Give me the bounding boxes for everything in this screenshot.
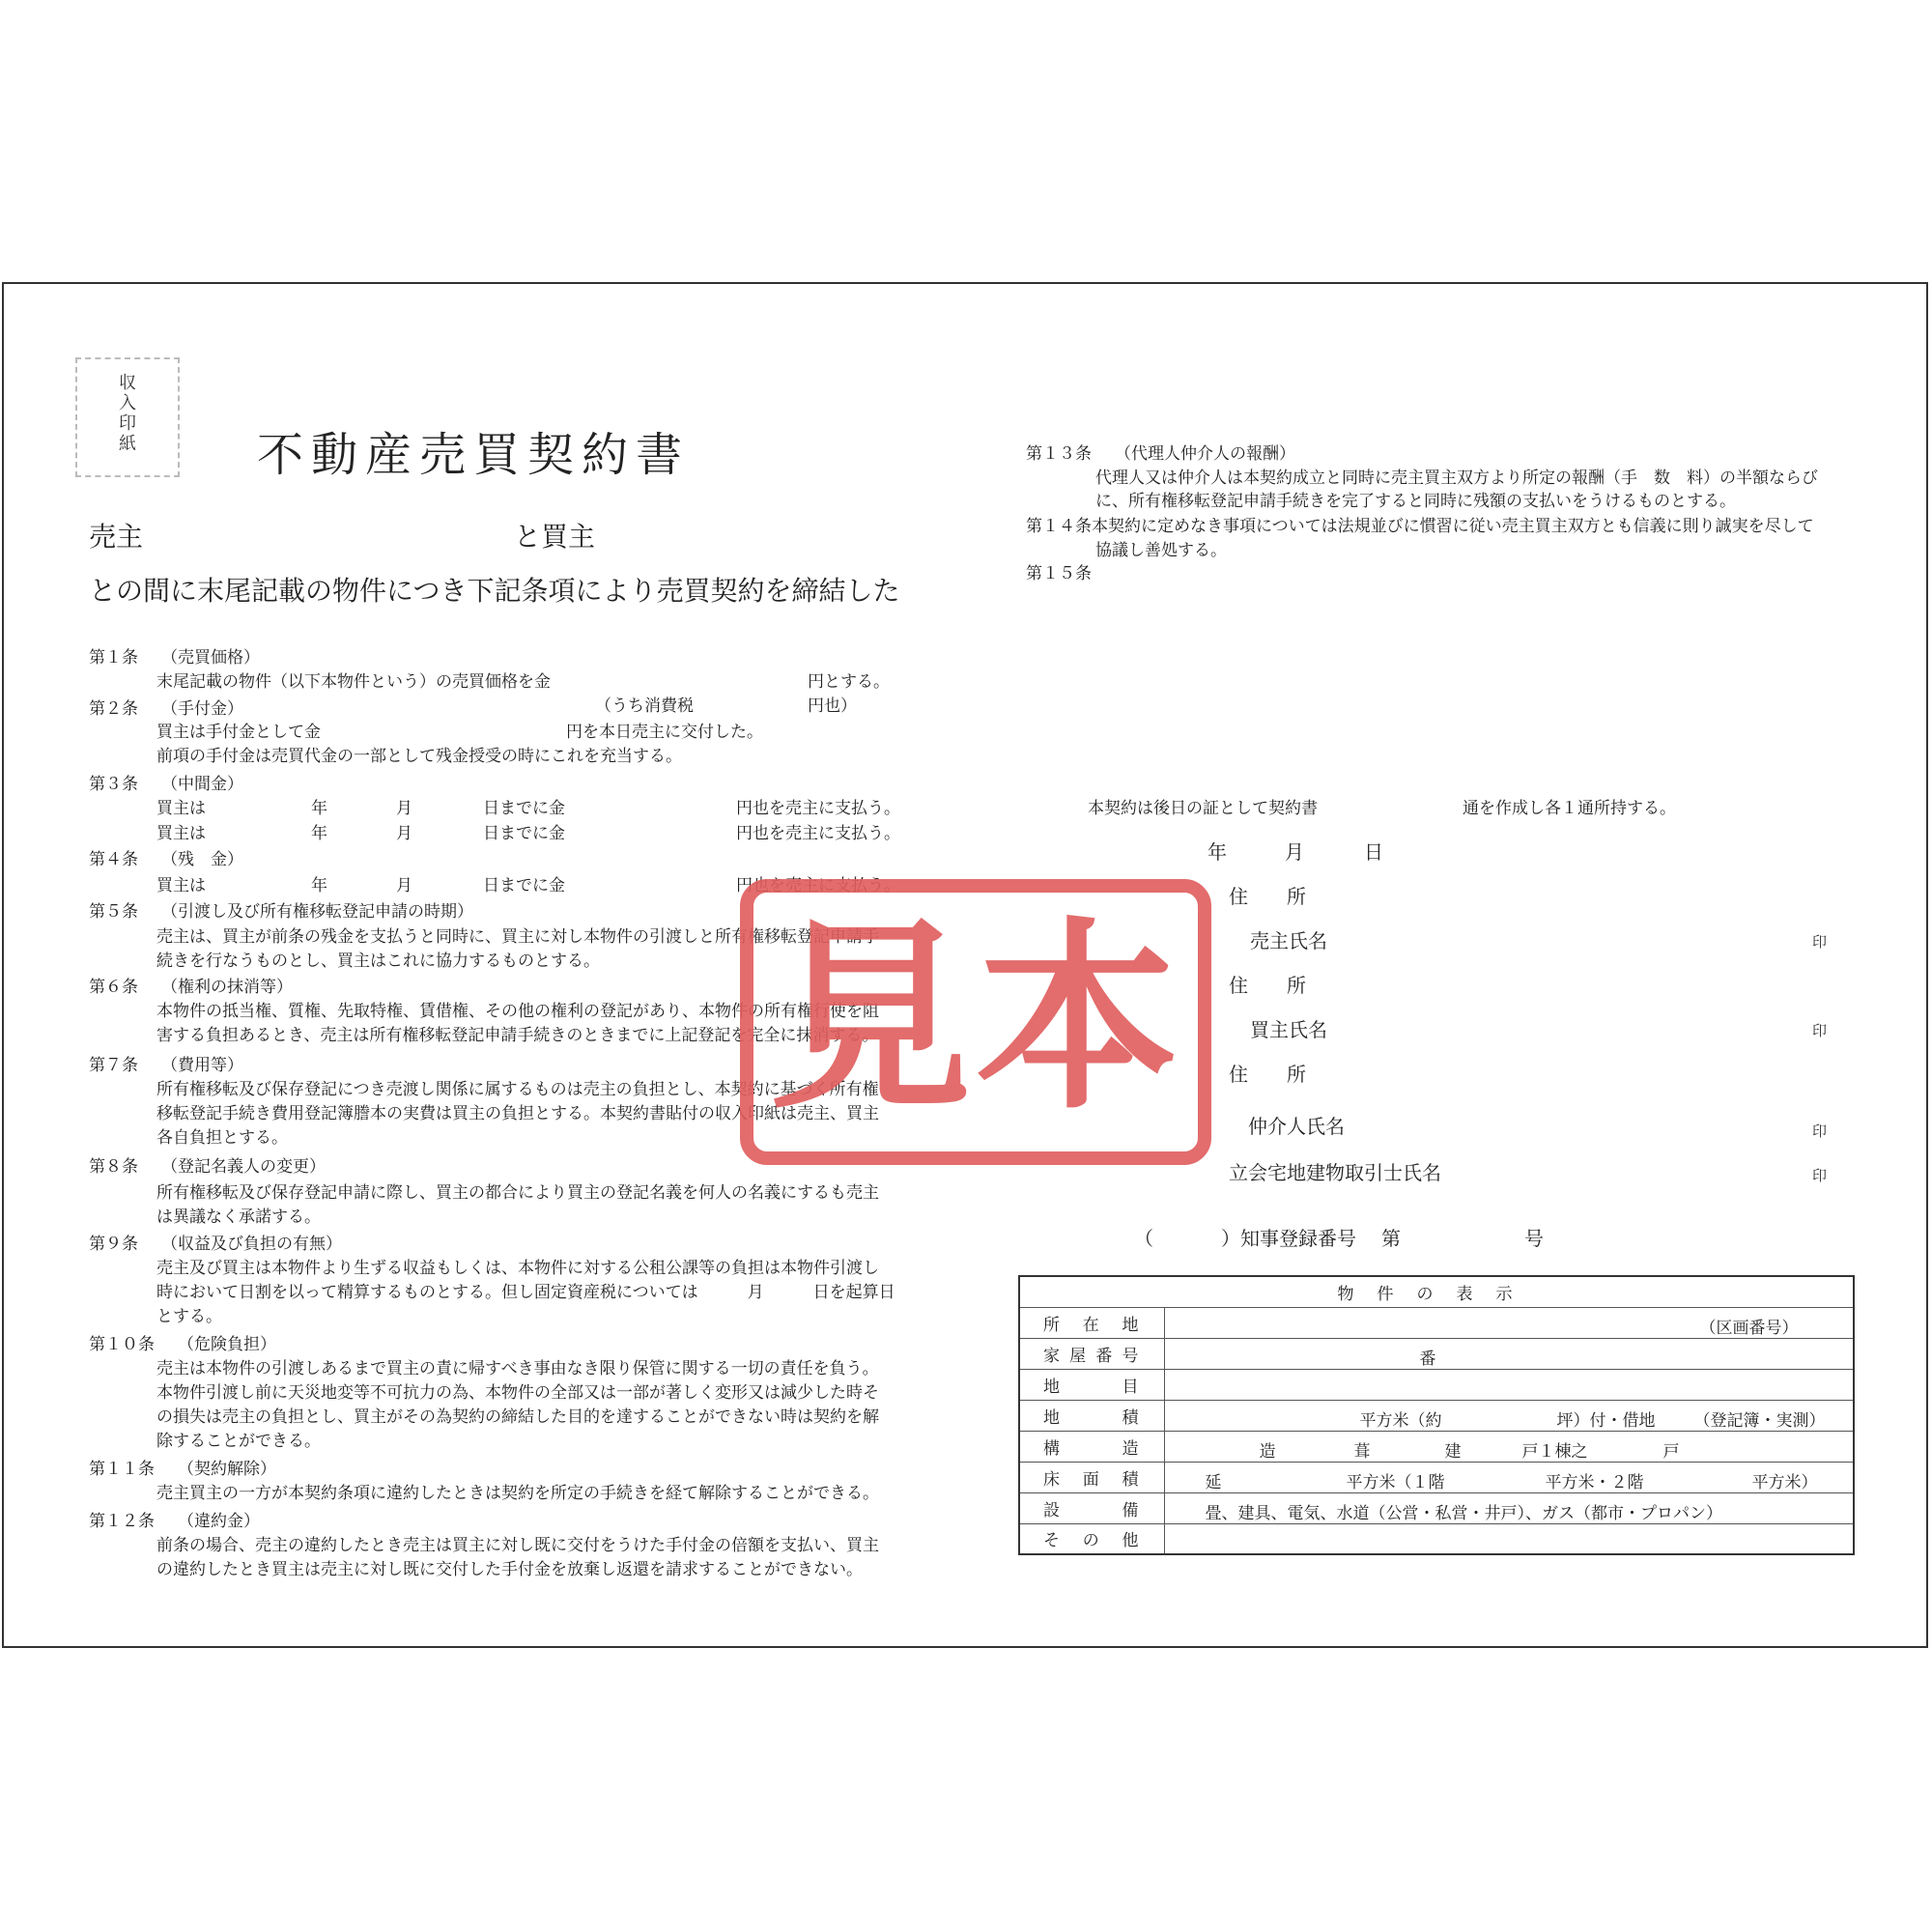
property-label: 構造: [1019, 1431, 1164, 1462]
property-row-land-area: [1019, 1400, 1854, 1431]
units-per-building: 戸１棟之: [1521, 1441, 1588, 1462]
buyer-label: と買主: [514, 521, 596, 553]
article-3-month-2: 月: [396, 824, 412, 843]
property-row-land-category: [1019, 1369, 1854, 1400]
seller-seal: 印: [1812, 933, 1828, 951]
registration-dai: 第: [1381, 1227, 1401, 1250]
broker-name-label: 立会宅地建物取引士氏名: [1229, 1161, 1441, 1184]
property-label: 床面積: [1019, 1462, 1164, 1492]
article-10-line: 売主は本物件の引渡しあるまで買主の責に帰すべき事由なき限り保管に関する一切の責任を負う。: [156, 1359, 879, 1378]
revenue-stamp-box: [75, 357, 180, 477]
article-3-year-2: 年: [311, 824, 327, 843]
article-6-line: 害する負担あるとき、売主は所有権移転登記申請手続きのときまでに上記登記を完全に抹消する。: [156, 1026, 879, 1045]
article-3-year: 年: [311, 799, 327, 818]
unit: 戸: [1662, 1441, 1680, 1462]
article-3-day: 日までに金: [483, 799, 565, 818]
article-6-line: 本物件の抵当権、質権、先取特権、賃借権、その他の権利の登記があり、本物件の所有権行使を阻: [156, 1002, 879, 1021]
article-title: （中間金）: [161, 775, 243, 794]
closing-day: 日: [1364, 840, 1383, 864]
area-basis: （登記簿・実測）: [1693, 1410, 1826, 1431]
article-number: 第６条: [89, 978, 138, 997]
article-number: 第１条: [89, 648, 138, 668]
agent-seal: 印: [1812, 1122, 1828, 1140]
intro-sentence: との間に末尾記載の物件につき下記条項により売買契約を締結した: [89, 575, 900, 607]
article-5-heading: [89, 897, 473, 922]
article-10-line: 本物件引渡し前に天災地変等不可抗力の為、本物件の全部又は一部が著しく変形又は減少した時そ: [156, 1383, 879, 1403]
article-1-text-end: 円とする。: [808, 672, 890, 692]
article-number: 第４条: [89, 850, 138, 869]
article-13-line: に、所有権移転登記申請手続きを完了すると同時に残額の支払いをうけるものとする。: [1095, 492, 1736, 511]
article-number: 第９条: [89, 1235, 138, 1254]
article-4-buyer: 買主は: [156, 876, 206, 895]
article-10-heading: [89, 1330, 276, 1354]
agent-name-label: 仲介人氏名: [1248, 1115, 1345, 1138]
property-table-header: 物件の表示: [1019, 1276, 1854, 1307]
closing-month: 月: [1285, 840, 1304, 864]
article-4-year: 年: [311, 876, 327, 895]
article-3-heading: [89, 770, 243, 794]
article-number: 第７条: [89, 1056, 138, 1075]
seller-address-label: 住 所: [1229, 885, 1306, 908]
article-title: （引渡し及び所有権移転登記申請の時期）: [161, 902, 473, 922]
sample-watermark: [740, 879, 1211, 1165]
seller-label: 売主: [89, 521, 144, 553]
article-number: 第１２条: [89, 1512, 155, 1531]
article-10-line: の損失は売主の負担とし、買主がその為契約の締結した目的を達することができない時は契約を解: [156, 1407, 879, 1427]
property-row-other: [1019, 1523, 1854, 1554]
closing-text-end: 通を作成し各１通所持する。: [1463, 799, 1676, 818]
property-label: 地積: [1019, 1400, 1164, 1431]
property-row-floor-area: [1019, 1462, 1854, 1492]
article-number: 第１４条: [1026, 517, 1092, 536]
article-8-line: 所有権移転及び保存登記申請に際し、買主の都合により買主の登記名義を何人の名義にするも売主: [156, 1183, 879, 1203]
article-3-day-2: 日までに金: [483, 824, 565, 843]
property-label: 家屋番号: [1019, 1338, 1164, 1369]
article-title: （手付金）: [161, 699, 243, 719]
article-4-day: 日までに金: [483, 876, 565, 895]
article-5-line: 続きを行なうものとし、買主はこれに協力するものとする。: [156, 952, 600, 971]
article-2-text-end: 円を本日売主に交付した。: [566, 723, 763, 742]
article-title: （違約金）: [178, 1512, 260, 1531]
article-10-line: 除することができる。: [156, 1432, 321, 1451]
stories: 建: [1444, 1441, 1462, 1462]
closing-text: 本契約は後日の証として契約書: [1088, 799, 1318, 818]
article-3-buyer-2: 買主は: [156, 824, 206, 843]
broker-seal: 印: [1812, 1167, 1828, 1184]
article-14-heading: [1026, 512, 1814, 536]
article-9-line: 時において日割を以って精算するものとする。但し固定資産税については 月 日を起算日: [156, 1283, 895, 1302]
property-label: 設備: [1019, 1492, 1164, 1523]
article-14-line: 協議し善処する。: [1095, 541, 1227, 560]
article-1-tax: （うち消費税: [595, 696, 694, 716]
article-4-month: 月: [396, 876, 412, 895]
article-number: 第１１条: [89, 1460, 155, 1479]
article-3-end: 円也を売主に支払う。: [736, 799, 900, 818]
buyer-seal: 印: [1812, 1022, 1828, 1039]
article-title: （権利の抹消等）: [161, 978, 293, 997]
facilities-list: 畳、建具、電気、水道（公営・私営・井戸）、ガス（都市・プロパン）: [1205, 1503, 1722, 1523]
article-8-heading: [89, 1152, 326, 1177]
article-6-heading: [89, 973, 293, 997]
article-7-line: 移転登記手続き費用登記簿謄本の実費は買主の負担とする。本契約書貼付の収入印紙は売主、買主: [156, 1104, 879, 1123]
property-label: 地目: [1019, 1369, 1164, 1400]
article-3-end-2: 円也を売主に支払う。: [736, 824, 900, 843]
article-14-text: 本契約に定めなき事項については法規並びに慣習に従い売主買主双方とも信義に則り誠実を尽して: [1092, 517, 1814, 536]
article-9-heading: [89, 1230, 342, 1254]
article-4-heading: [89, 845, 243, 869]
article-9-line: 売主及び買主は本物件より生ずる収益もしくは、本物件に対する公租公課等の負担は本物件引渡し: [156, 1259, 879, 1278]
article-8-line: は異議なく承諾する。: [156, 1208, 321, 1227]
floor-area-end: 平方米）: [1751, 1472, 1818, 1492]
buyer-name-label: 買主氏名: [1250, 1018, 1327, 1041]
article-title: （売買価格）: [161, 648, 260, 668]
sample-watermark-text: 見本: [768, 900, 1182, 1137]
registration-open: （: [1134, 1227, 1153, 1250]
property-label: 所在地: [1019, 1307, 1164, 1338]
roofing: 葺: [1353, 1441, 1371, 1462]
article-3-month: 月: [396, 799, 412, 818]
article-number: 第２条: [89, 699, 138, 719]
total-floor-area: 延: [1205, 1472, 1222, 1492]
article-title: （契約解除）: [178, 1460, 276, 1479]
closing-year: 年: [1208, 840, 1227, 864]
registration-label: ）知事登録番号: [1221, 1227, 1356, 1250]
article-title: （危険負担）: [178, 1335, 276, 1354]
article-4-end: 円也を売主に支払う。: [736, 876, 900, 895]
buyer-address-label: 住 所: [1229, 974, 1306, 997]
article-number: 第１３条: [1026, 444, 1092, 464]
article-number: 第５条: [89, 902, 138, 922]
article-number: 第１０条: [89, 1335, 155, 1354]
article-7-heading: [89, 1051, 243, 1075]
article-15-heading: [1026, 559, 1092, 583]
area-sqm: 平方米（約: [1359, 1410, 1442, 1431]
article-13-heading: [1026, 440, 1295, 464]
article-title: （収益及び負担の有無）: [161, 1235, 342, 1254]
article-number: 第３条: [89, 775, 138, 794]
property-label: その他: [1019, 1523, 1164, 1554]
article-12-line: の違約したとき買主は売主に対し既に交付した手付金を放棄し返還を請求することができない。: [156, 1560, 863, 1579]
article-13-line: 代理人又は仲介人は本契約成立と同時に売主買主双方より所定の報酬（手 数 料）の半額ならび: [1095, 469, 1818, 488]
property-table: [1018, 1275, 1855, 1555]
article-5-line: 売主は、買主が前条の残金を支払うと同時に、買主に対し本物件の引渡しと所有権移転登記申請手: [156, 927, 879, 947]
article-title: （登記名義人の変更）: [161, 1157, 326, 1177]
article-1-tax-end: 円也）: [808, 696, 857, 716]
property-row-facilities: [1019, 1492, 1854, 1523]
first-floor-area: 平方米（１階: [1346, 1472, 1445, 1492]
second-floor-area: 平方米・２階: [1545, 1472, 1644, 1492]
article-7-line: 所有権移転及び保存登記につき売渡し関係に属するものは売主の負担とし、本契約に基づく所有権: [156, 1080, 879, 1099]
structure-type: 造: [1259, 1441, 1276, 1462]
article-2-text: 買主は手付金として金: [156, 723, 321, 742]
article-title: （代理人仲介人の報酬）: [1115, 444, 1295, 464]
area-tsubo: 坪）付・借地: [1556, 1410, 1656, 1431]
property-row-house-number: [1019, 1338, 1854, 1369]
property-row-location: [1019, 1307, 1854, 1338]
article-12-heading: [89, 1507, 260, 1531]
article-1-heading: [89, 643, 260, 668]
article-number: 第８条: [89, 1157, 138, 1177]
revenue-stamp-label: 収入印紙: [119, 373, 136, 454]
registration-go: 号: [1524, 1227, 1544, 1250]
article-11-line: 売主買主の一方が本契約条項に違約したときは契約を所定の手続きを経て解除することができる。: [156, 1484, 879, 1503]
article-1-text: 末尾記載の物件（以下本物件という）の売買価格を金: [156, 672, 551, 692]
article-11-heading: [89, 1455, 276, 1479]
article-9-line: とする。: [156, 1307, 222, 1326]
property-row-structure: [1019, 1431, 1854, 1462]
article-7-line: 各自負担とする。: [156, 1128, 288, 1148]
article-title: （残 金）: [161, 850, 243, 869]
article-number: 第１５条: [1026, 564, 1092, 583]
document-title: 不動産売買契約書: [257, 428, 691, 482]
house-number-suffix: 番: [1419, 1349, 1436, 1369]
article-3-buyer: 買主は: [156, 799, 206, 818]
article-title: （費用等）: [161, 1056, 243, 1075]
article-2-heading: [89, 695, 243, 719]
article-2-text-2: 前項の手付金は売買代金の一部として残金授受の時にこれを充当する。: [156, 747, 682, 766]
seller-name-label: 売主氏名: [1250, 929, 1327, 952]
agent-address-label: 住 所: [1229, 1063, 1306, 1086]
article-12-line: 前条の場合、売主の違約したとき売主は買主に対し既に交付をうけた手付金の倍額を支払い、買主: [156, 1536, 879, 1555]
lot-number-label: （区画番号）: [1699, 1318, 1799, 1338]
